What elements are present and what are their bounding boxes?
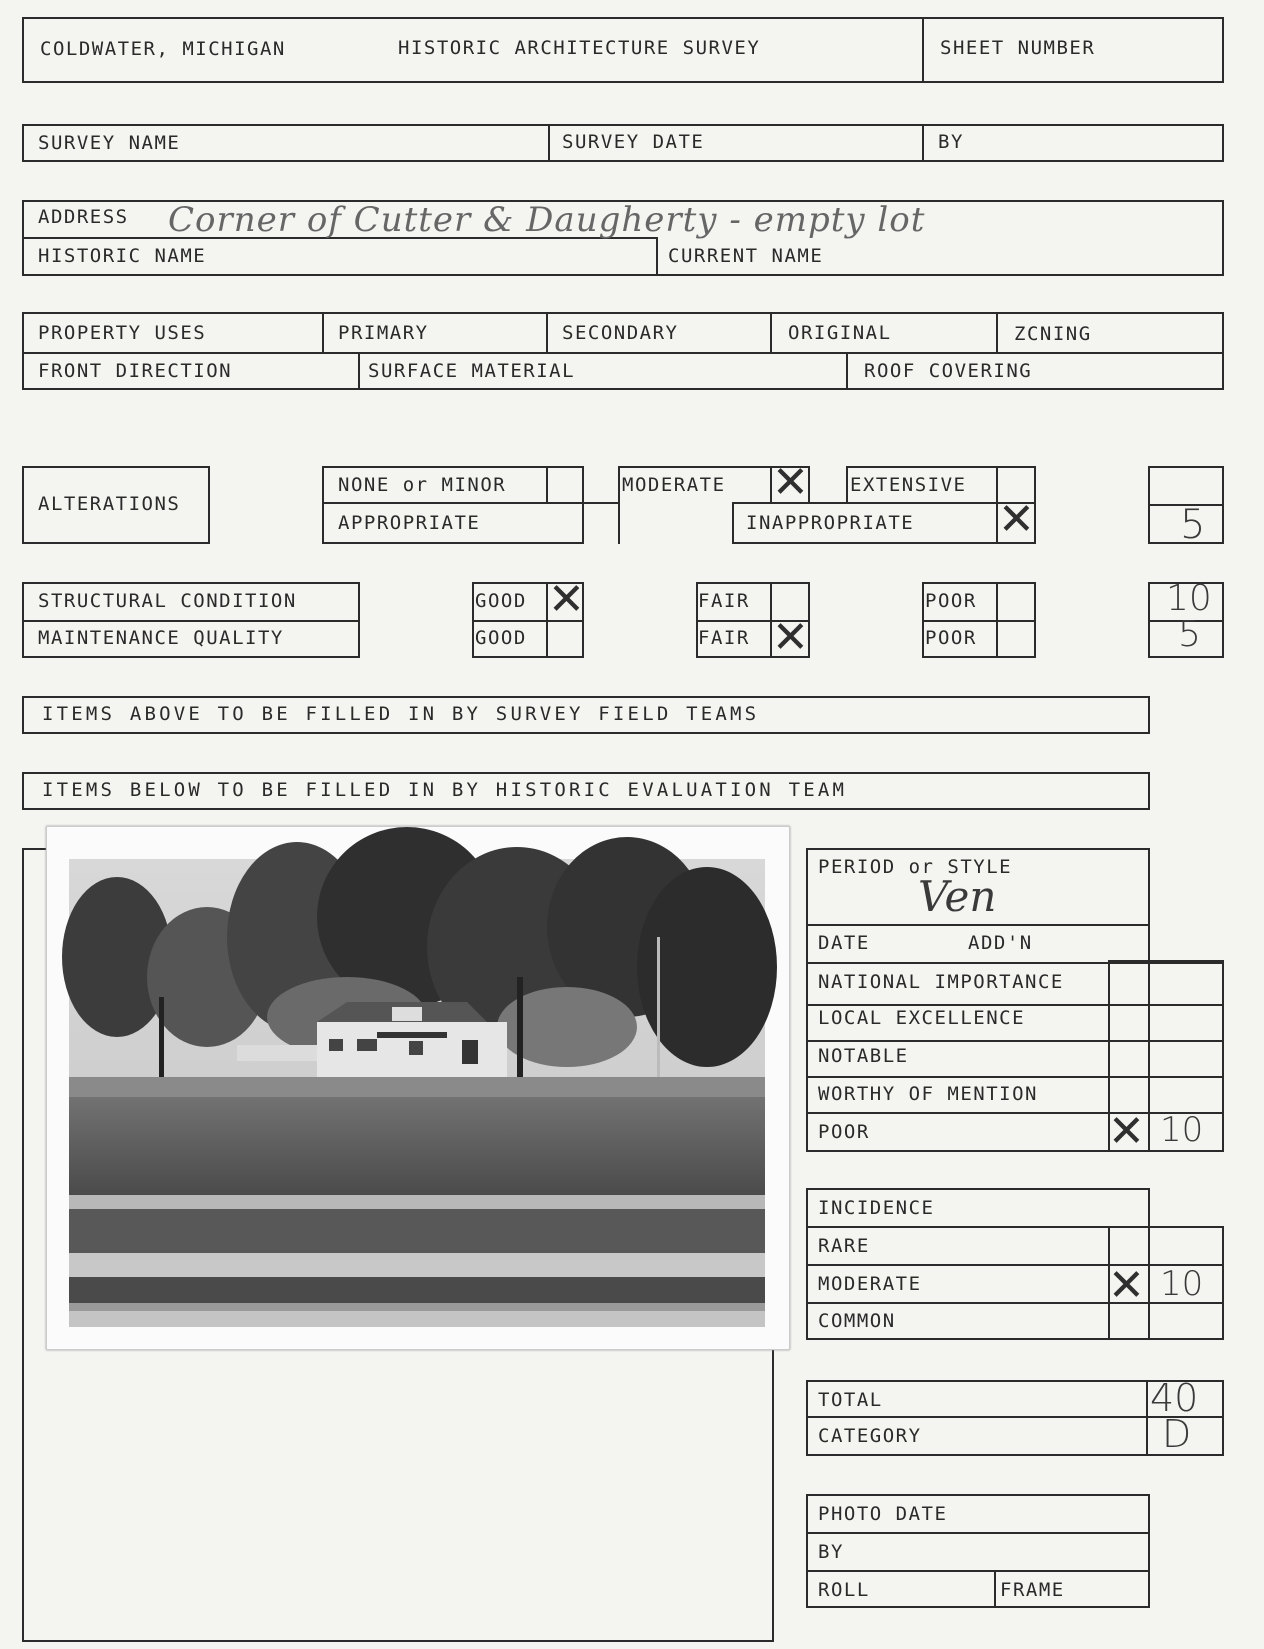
city-label: COLDWATER, MICHIGAN: [40, 38, 286, 60]
poor-label: POOR: [818, 1121, 870, 1143]
zoning-label: ZCNING: [1014, 323, 1092, 345]
period-style-label: PERIOD or STYLE: [818, 856, 1013, 878]
roof-covering-label: ROOF COVERING: [864, 360, 1033, 382]
survey-name-label: SURVEY NAME: [38, 132, 181, 154]
current-name-label: CURRENT NAME: [668, 245, 824, 267]
survey-date-label: SURVEY DATE: [562, 131, 705, 153]
historic-name-label: HISTORIC NAME: [38, 245, 207, 267]
maintenance-good-label: GOOD: [475, 627, 527, 649]
primary-label: PRIMARY: [338, 322, 429, 344]
roll-label: ROLL: [818, 1579, 870, 1601]
incidence-score: 10: [1160, 1264, 1204, 1304]
poor-score: 10: [1160, 1110, 1204, 1150]
alt-appropriate-label: APPROPRIATE: [338, 512, 481, 534]
maintenance-poor-label: POOR: [925, 627, 977, 649]
alt-score: 5: [1180, 502, 1206, 548]
survey-by-label: BY: [938, 131, 964, 153]
total-value: 40: [1150, 1376, 1199, 1420]
alt-inappropriate-label: INAPPROPRIATE: [746, 512, 915, 534]
incidence-label: INCIDENCE: [818, 1197, 935, 1219]
notes-below-text: ITEMS BELOW TO BE FILLED IN BY HISTORIC EVALUATION TEAM: [42, 779, 848, 801]
structural-condition-label: STRUCTURAL CONDITION: [38, 590, 297, 612]
photo-date-label: PHOTO DATE: [818, 1503, 948, 1525]
maintenance-quality-label: MAINTENANCE QUALITY: [38, 627, 284, 649]
poor-checkmark: ✕: [1108, 1106, 1145, 1157]
addn-label: ADD'N: [968, 932, 1033, 954]
frame-label: FRAME: [1000, 1579, 1065, 1601]
common-label: COMMON: [818, 1310, 896, 1332]
alt-moderate-label: MODERATE: [622, 474, 726, 496]
property-photo: [46, 826, 790, 1350]
original-label: ORIGINAL: [788, 322, 892, 344]
local-excellence-label: LOCAL EXCELLENCE: [818, 1007, 1026, 1029]
notable-label: NOTABLE: [818, 1045, 909, 1067]
address-label: ADDRESS: [38, 206, 129, 228]
photo-image: [47, 827, 789, 1349]
alt-moderate-checkmark: ✕: [772, 457, 809, 508]
incidence-moderate-label: MODERATE: [818, 1273, 922, 1295]
maintenance-fair-checkmark: ✕: [772, 612, 809, 663]
national-importance-label: NATIONAL IMPORTANCE: [818, 971, 1064, 993]
structural-good-checkmark: ✕: [548, 574, 585, 625]
maintenance-fair-label: FAIR: [698, 627, 750, 649]
structural-poor-label: POOR: [925, 590, 977, 612]
address-handwritten: Corner of Cutter & Daugherty - empty lot: [168, 200, 926, 240]
secondary-label: SECONDARY: [562, 322, 679, 344]
rare-label: RARE: [818, 1235, 870, 1257]
surface-material-label: SURFACE MATERIAL: [368, 360, 576, 382]
property-uses-label: PROPERTY USES: [38, 322, 207, 344]
notes-above-text: ITEMS ABOVE TO BE FILLED IN BY SURVEY FIELD TEAMS: [42, 703, 760, 725]
category-label: CATEGORY: [818, 1425, 922, 1447]
alt-extensive-label: EXTENSIVE: [850, 474, 967, 496]
alt-none-minor-label: NONE or MINOR: [338, 474, 507, 496]
incidence-moderate-checkmark: ✕: [1108, 1260, 1145, 1311]
survey-title: HISTORIC ARCHITECTURE SURVEY: [398, 37, 761, 59]
structural-fair-label: FAIR: [698, 590, 750, 612]
front-direction-label: FRONT DIRECTION: [38, 360, 233, 382]
photo-by-label: BY: [818, 1541, 844, 1563]
sheet-number-label: SHEET NUMBER: [940, 37, 1096, 59]
alterations-label: ALTERATIONS: [38, 493, 181, 515]
structural-score: 10: [1166, 578, 1212, 619]
worthy-of-mention-label: WORTHY OF MENTION: [818, 1083, 1038, 1105]
maintenance-score: 5: [1178, 614, 1201, 655]
alt-inappropriate-checkmark: ✕: [998, 494, 1035, 545]
category-value: D: [1162, 1412, 1192, 1456]
total-label: TOTAL: [818, 1389, 883, 1411]
date-label: DATE: [818, 932, 870, 954]
structural-good-label: GOOD: [475, 590, 527, 612]
period-style-value: Ven: [918, 872, 997, 921]
